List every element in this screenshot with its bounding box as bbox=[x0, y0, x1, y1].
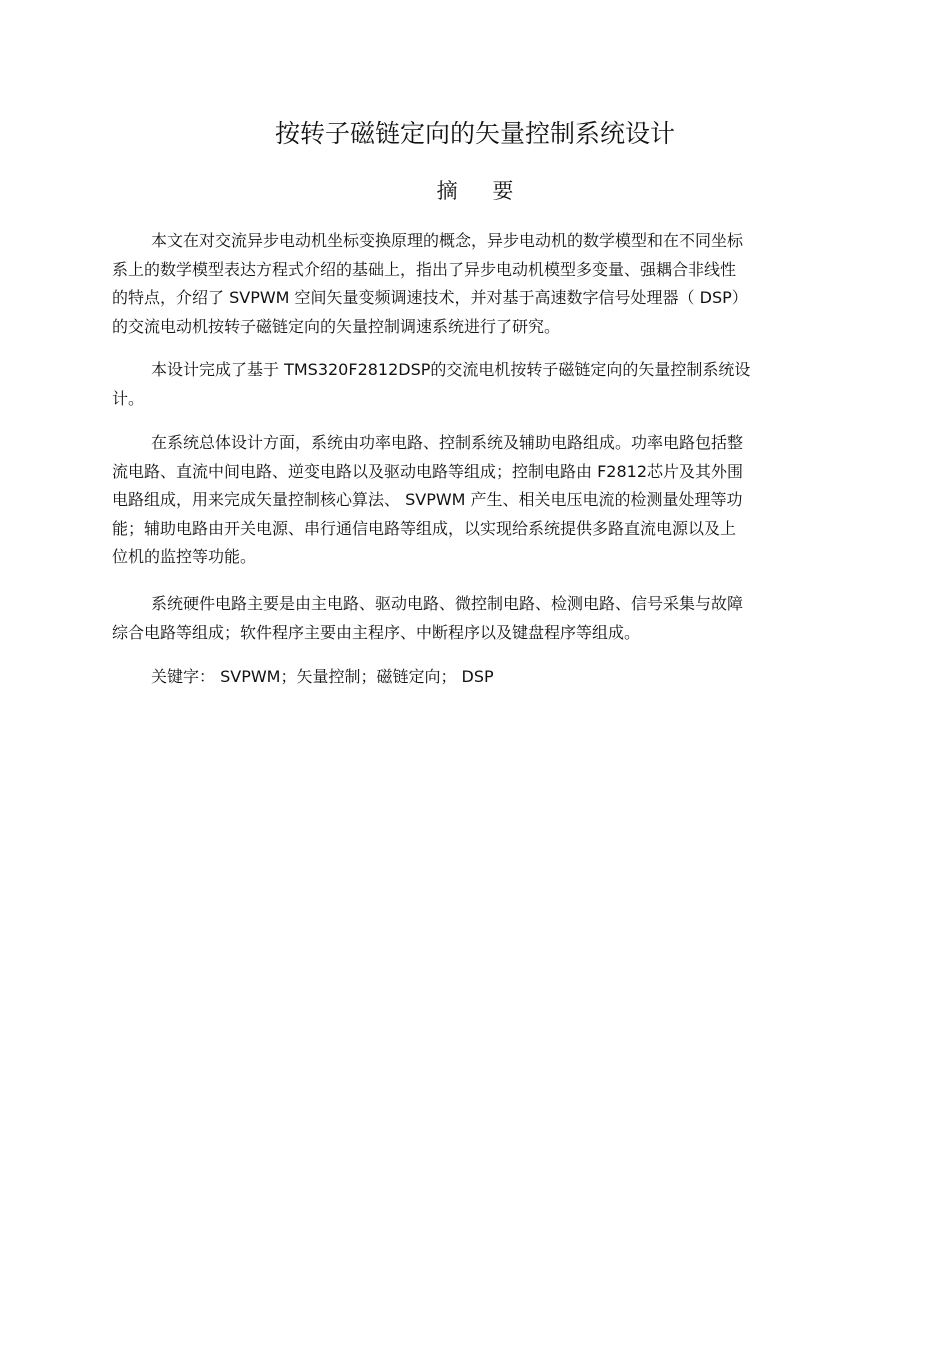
abstract-paragraph-4 bbox=[112, 590, 872, 647]
text-line: 系统硬件电路主要是由主电路、驱动电路、微控制电路、检测电路、信号采集与故障 bbox=[151, 594, 744, 613]
text-line: 本文在对交流异步电动机坐标变换原理的概念，异步电动机的数学模型和在不同坐标 bbox=[151, 231, 744, 250]
text-line: 电路组成，用来完成矢量控制核心算法、 SVPWM 产生、相关电压电流的检测量处理等功 bbox=[112, 490, 743, 509]
document-title: 按转子磁链定向的矢量控制系统设计 bbox=[274, 119, 675, 148]
text-line: 的交流电动机按转子磁链定向的矢量控制调速系统进行了研究。 bbox=[112, 316, 561, 336]
abstract-paragraph-2 bbox=[112, 356, 872, 413]
text-line: 综合电路等组成；软件程序主要由主程序、中断程序以及键盘程序等组成。 bbox=[112, 622, 641, 642]
abstract-paragraph-1 bbox=[112, 227, 872, 341]
text-line: 流电路、直流中间电路、逆变电路以及驱动电路等组成；控制电路由 F2812芯片及其外围 bbox=[112, 461, 744, 481]
text-line: 在系统总体设计方面，系统由功率电路、控制系统及辅助电路组成。功率电路包括整 bbox=[151, 433, 744, 452]
text-line: 系上的数学模型表达方程式介绍的基础上，指出了异步电动机模型多变量、强耦合非线性 bbox=[112, 259, 737, 279]
text-line: 计。 bbox=[112, 388, 145, 408]
abstract-paragraph-3 bbox=[112, 429, 872, 572]
keywords-text: 关键字： SVPWM；矢量控制；磁链定向； DSP bbox=[151, 667, 494, 686]
abstract-heading: 摘 要 bbox=[436, 179, 528, 203]
text-line: 的特点，介绍了 SVPWM 空间矢量变频调速技术，并对基于高速数字信号处理器（ DSP） bbox=[112, 288, 748, 307]
text-line: 能；辅助电路由开关电源、串行通信电路等组成，以实现给系统提供多路直流电源以及上 bbox=[112, 518, 737, 538]
text-line: 本设计完成了基于 TMS320F2812DSP的交流电机按转子磁链定向的矢量控制系统设 bbox=[151, 360, 751, 379]
keywords-line bbox=[112, 663, 872, 692]
text-line: 位机的监控等功能。 bbox=[112, 547, 257, 566]
